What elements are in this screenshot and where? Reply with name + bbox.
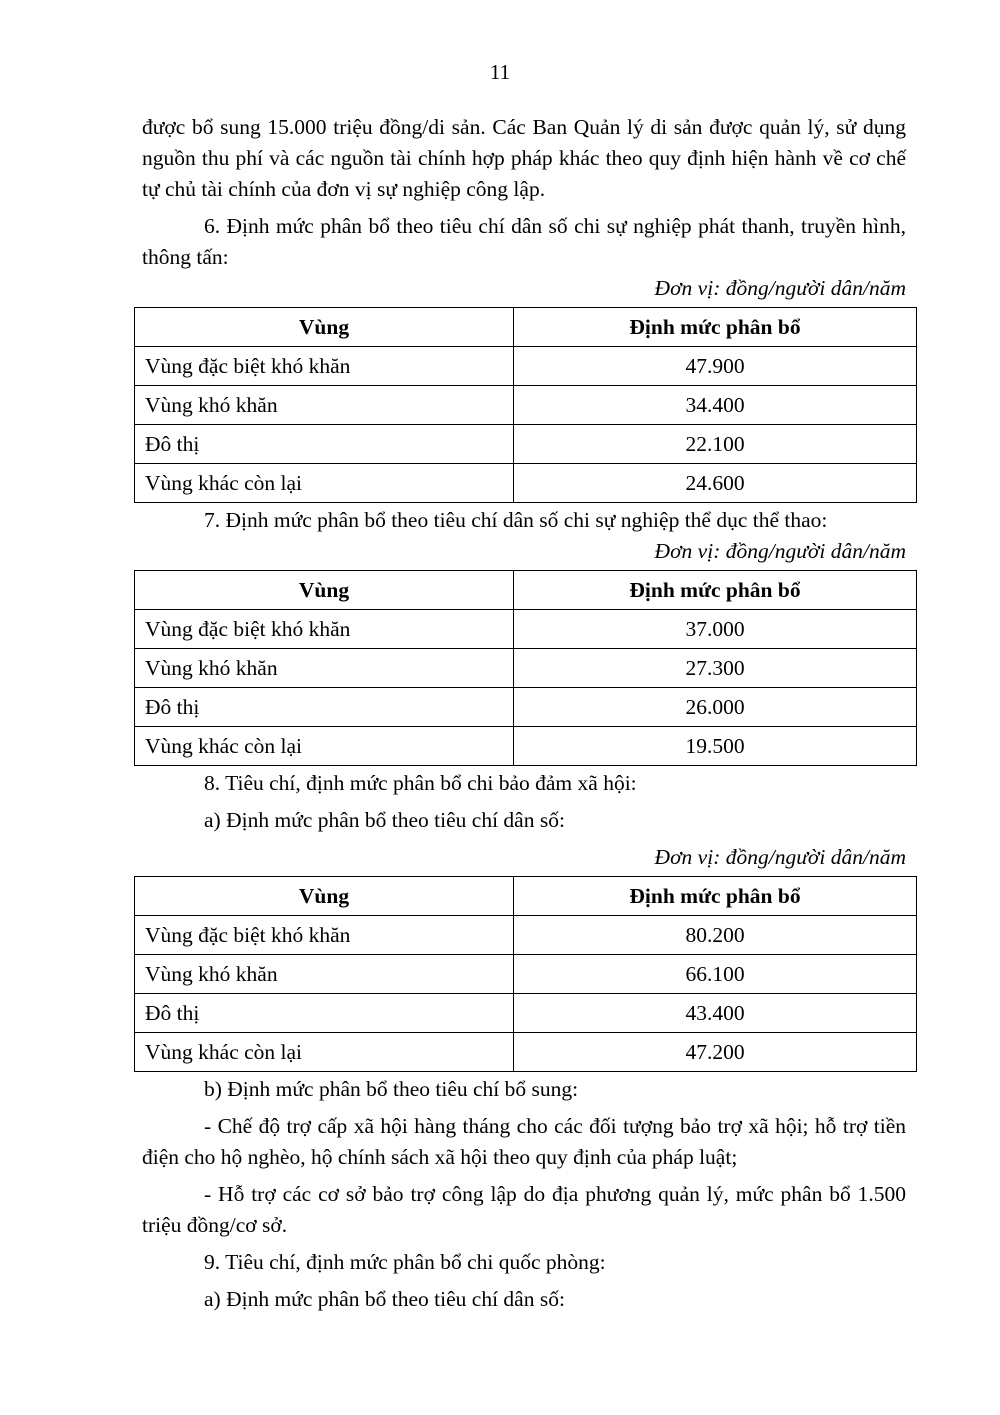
column-header-region: Vùng [135,308,514,347]
table-row [135,386,917,425]
bullet-monthly-allowance: - Chế độ trợ cấp xã hội hàng tháng cho các đối tượng bảo trợ xã hội; hỗ trợ tiền điện cho hộ nghèo, hộ chính sách xã hội theo quy định của pháp luật; [142,1114,906,1169]
table-row [135,347,917,386]
allocation-cell: 22.100 [514,425,917,464]
allocation-cell: 24.600 [514,464,917,503]
column-header-allocation: Định mức phân bổ [514,571,917,610]
region-cell: Vùng khó khăn [135,649,514,688]
table-header-row [135,571,917,610]
table-row [135,464,917,503]
table-header-row [135,877,917,916]
region-cell: Vùng khác còn lại [135,1033,514,1072]
region-cell: Vùng khó khăn [135,386,514,425]
region-cell: Đô thị [135,994,514,1033]
table-row [135,727,917,766]
region-cell: Đô thị [135,425,514,464]
table-sports-allocation [134,570,917,766]
region-cell: Vùng khác còn lại [135,727,514,766]
region-cell: Vùng khác còn lại [135,464,514,503]
allocation-cell: 27.300 [514,649,917,688]
section-9a-heading: a) Định mức phân bổ theo tiêu chí dân số: [204,1287,565,1311]
table-row [135,610,917,649]
allocation-cell: 80.200 [514,916,917,955]
column-header-allocation: Định mức phân bổ [514,308,917,347]
region-cell: Vùng đặc biệt khó khăn [135,916,514,955]
page-number: 11 [489,60,511,84]
paragraph-heritage-funding: được bổ sung 15.000 triệu đồng/di sản. Các Ban Quản lý di sản được quản lý, sử dụng nguồn thu phí và các nguồn tài chính hợp pháp khác theo quy định hiện hành về cơ chế tự chủ tài chính của đơn vị sự nghiệp công lập. [142,115,906,201]
section-9-heading: 9. Tiêu chí, định mức phân bổ chi quốc phòng: [204,1250,606,1274]
section-8a-heading: a) Định mức phân bổ theo tiêu chí dân số: [204,808,565,832]
document-body [142,112,906,1315]
table-social-security-allocation [134,876,917,1072]
table-broadcasting-allocation [134,307,917,503]
region-cell: Vùng đặc biệt khó khăn [135,347,514,386]
allocation-cell: 47.200 [514,1033,917,1072]
table-row [135,916,917,955]
table-1-unit: Đơn vị: đồng/người dân/năm [654,276,906,300]
section-6-heading: 6. Định mức phân bổ theo tiêu chí dân số chi sự nghiệp phát thanh, truyền hình, thông tấn: [142,214,906,269]
allocation-cell: 37.000 [514,610,917,649]
allocation-cell: 26.000 [514,688,917,727]
table-row [135,1033,917,1072]
allocation-cell: 34.400 [514,386,917,425]
allocation-cell: 66.100 [514,955,917,994]
table-row [135,955,917,994]
section-8b-heading: b) Định mức phân bổ theo tiêu chí bổ sung: [204,1077,579,1101]
region-cell: Đô thị [135,688,514,727]
bullet-public-facility-support: - Hỗ trợ các cơ sở bảo trợ công lập do địa phương quản lý, mức phân bổ 1.500 triệu đồng/cơ sở. [142,1182,906,1237]
region-cell: Vùng khó khăn [135,955,514,994]
table-row [135,425,917,464]
allocation-cell: 19.500 [514,727,917,766]
allocation-cell: 43.400 [514,994,917,1033]
column-header-region: Vùng [135,571,514,610]
table-row [135,688,917,727]
allocation-cell: 47.900 [514,347,917,386]
table-row [135,649,917,688]
column-header-allocation: Định mức phân bổ [514,877,917,916]
column-header-region: Vùng [135,877,514,916]
section-7-heading: 7. Định mức phân bổ theo tiêu chí dân số chi sự nghiệp thể dục thể thao: [204,508,828,532]
table-row [135,994,917,1033]
region-cell: Vùng đặc biệt khó khăn [135,610,514,649]
section-8-heading: 8. Tiêu chí, định mức phân bổ chi bảo đảm xã hội: [204,771,637,795]
table-header-row [135,308,917,347]
table-2-unit: Đơn vị: đồng/người dân/năm [654,539,906,563]
table-3-unit: Đơn vị: đồng/người dân/năm [654,845,906,869]
